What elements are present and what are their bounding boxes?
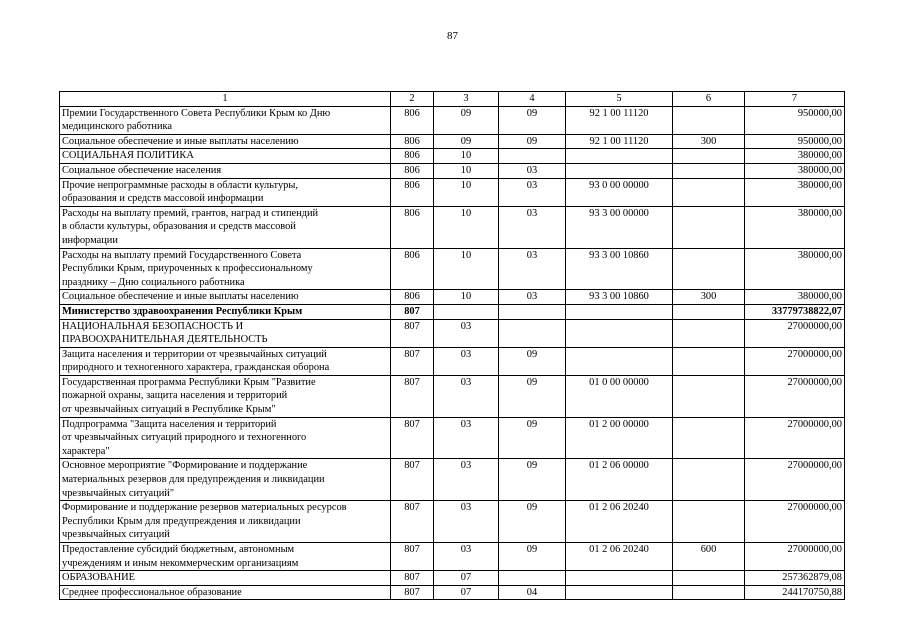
target-article-cell: [566, 149, 673, 164]
amount-cell: 27000000,00: [745, 347, 845, 375]
item-name-cell: Формирование и поддержание резервов материальных ресурсов Республики Крым для предупреждения и ликвидации чрезвычайных ситуаций: [60, 501, 391, 543]
item-name-cell: Премии Государственного Совета Республики Крым ко Дню медицинского работника: [60, 106, 391, 134]
expense-type-cell: 600: [673, 543, 745, 571]
expense-type-cell: [673, 417, 745, 459]
table-row: [60, 304, 845, 319]
item-name-cell: Предоставление субсидий бюджетным, автономным учреждениям и иным некоммерческим организациям: [60, 543, 391, 571]
amount-cell: 27000000,00: [745, 417, 845, 459]
expense-type-cell: [673, 163, 745, 178]
admin-code-cell: 807: [391, 304, 434, 319]
subsection-code-cell: [499, 304, 566, 319]
expense-type-cell: [673, 347, 745, 375]
table-row: [60, 347, 845, 375]
expense-type-cell: [673, 585, 745, 600]
subsection-code-cell: 09: [499, 375, 566, 417]
subsection-code-cell: 09: [499, 543, 566, 571]
section-code-cell: 03: [434, 459, 499, 501]
subsection-code-cell: 09: [499, 417, 566, 459]
target-article-cell: 92 1 00 11120: [566, 106, 673, 134]
subsection-code-cell: 09: [499, 501, 566, 543]
target-article-cell: [566, 585, 673, 600]
item-name-cell: Социальное обеспечение и иные выплаты населению: [60, 290, 391, 305]
target-article-cell: [566, 319, 673, 347]
admin-code-cell: 806: [391, 248, 434, 290]
subsection-code-cell: 03: [499, 163, 566, 178]
admin-code-cell: 807: [391, 319, 434, 347]
item-name-cell: Основное мероприятие "Формирование и поддержание материальных резервов для предупреждения и ликвидации чрезвычайных ситуаций": [60, 459, 391, 501]
subsection-code-cell: 03: [499, 248, 566, 290]
expense-type-cell: [673, 206, 745, 248]
section-code-cell: 10: [434, 163, 499, 178]
amount-cell: 33779738822,07: [745, 304, 845, 319]
table-row: [60, 178, 845, 206]
table-row: [60, 290, 845, 305]
expense-type-cell: [673, 501, 745, 543]
admin-code-cell: 806: [391, 149, 434, 164]
section-code-cell: [434, 304, 499, 319]
admin-code-cell: 806: [391, 106, 434, 134]
admin-code-cell: 807: [391, 543, 434, 571]
amount-cell: 27000000,00: [745, 459, 845, 501]
admin-code-cell: 807: [391, 459, 434, 501]
section-code-cell: 07: [434, 585, 499, 600]
table-row: [60, 319, 845, 347]
target-article-cell: 93 3 00 10860: [566, 248, 673, 290]
expense-type-cell: [673, 106, 745, 134]
section-code-cell: 03: [434, 347, 499, 375]
subsection-code-cell: 09: [499, 106, 566, 134]
section-code-cell: 10: [434, 248, 499, 290]
expense-type-cell: [673, 178, 745, 206]
item-name-cell: Социальное обеспечение населения: [60, 163, 391, 178]
table-row: [60, 134, 845, 149]
target-article-cell: 93 3 00 00000: [566, 206, 673, 248]
target-article-cell: 92 1 00 11120: [566, 134, 673, 149]
item-name-cell: Прочие непрограммные расходы в области культуры, образования и средств массовой информации: [60, 178, 391, 206]
section-code-cell: 03: [434, 417, 499, 459]
subsection-code-cell: [499, 149, 566, 164]
item-name-cell: Социальное обеспечение и иные выплаты населению: [60, 134, 391, 149]
target-article-cell: 01 2 06 20240: [566, 543, 673, 571]
expense-type-cell: [673, 248, 745, 290]
page-number: 87: [447, 30, 458, 42]
admin-code-cell: 807: [391, 571, 434, 586]
header-cell-4: 4: [499, 92, 566, 107]
header-cell-2: 2: [391, 92, 434, 107]
admin-code-cell: 807: [391, 501, 434, 543]
header-cell-7: 7: [745, 92, 845, 107]
table-row: [60, 106, 845, 134]
amount-cell: 244170750,88: [745, 585, 845, 600]
target-article-cell: 01 0 00 00000: [566, 375, 673, 417]
target-article-cell: [566, 347, 673, 375]
section-code-cell: 03: [434, 501, 499, 543]
item-name-cell: Среднее профессиональное образование: [60, 585, 391, 600]
expense-type-cell: [673, 459, 745, 501]
subsection-code-cell: [499, 571, 566, 586]
amount-cell: 27000000,00: [745, 543, 845, 571]
section-code-cell: 10: [434, 178, 499, 206]
table-row: [60, 149, 845, 164]
amount-cell: 380000,00: [745, 290, 845, 305]
table-row: [60, 543, 845, 571]
amount-cell: 27000000,00: [745, 319, 845, 347]
amount-cell: 950000,00: [745, 106, 845, 134]
table-row: [60, 206, 845, 248]
admin-code-cell: 807: [391, 585, 434, 600]
subsection-code-cell: 09: [499, 134, 566, 149]
table-row: [60, 163, 845, 178]
section-code-cell: 03: [434, 319, 499, 347]
amount-cell: 950000,00: [745, 134, 845, 149]
amount-cell: 27000000,00: [745, 501, 845, 543]
item-name-cell: Подпрограмма "Защита населения и территорий от чрезвычайных ситуаций природного и техногенного характера": [60, 417, 391, 459]
section-code-cell: 09: [434, 106, 499, 134]
header-cell-6: 6: [673, 92, 745, 107]
subsection-code-cell: 03: [499, 178, 566, 206]
admin-code-cell: 806: [391, 134, 434, 149]
expense-type-cell: 300: [673, 134, 745, 149]
header-cell-3: 3: [434, 92, 499, 107]
amount-cell: 27000000,00: [745, 375, 845, 417]
amount-cell: 380000,00: [745, 163, 845, 178]
header-cell-5: 5: [566, 92, 673, 107]
item-name-cell: Министерство здравоохранения Республики Крым: [60, 304, 391, 319]
subsection-code-cell: [499, 319, 566, 347]
section-code-cell: 03: [434, 543, 499, 571]
section-code-cell: 09: [434, 134, 499, 149]
expense-type-cell: [673, 571, 745, 586]
amount-cell: 380000,00: [745, 178, 845, 206]
admin-code-cell: 806: [391, 290, 434, 305]
expense-type-cell: [673, 319, 745, 347]
subsection-code-cell: 03: [499, 206, 566, 248]
table-row: [60, 417, 845, 459]
expense-type-cell: [673, 375, 745, 417]
item-name-cell: Расходы на выплату премий, грантов, наград и стипендий в области культуры, образования и средств массовой информации: [60, 206, 391, 248]
table-row: [60, 571, 845, 586]
admin-code-cell: 806: [391, 206, 434, 248]
item-name-cell: Государственная программа Республики Крым "Развитие пожарной охраны, защита населения и территорий от чрезвычайных ситуаций в Республике Крым": [60, 375, 391, 417]
section-code-cell: 10: [434, 290, 499, 305]
subsection-code-cell: 09: [499, 347, 566, 375]
target-article-cell: [566, 304, 673, 319]
section-code-cell: 07: [434, 571, 499, 586]
expense-type-cell: [673, 149, 745, 164]
target-article-cell: 01 2 06 20240: [566, 501, 673, 543]
target-article-cell: 01 2 00 00000: [566, 417, 673, 459]
header-row: [60, 92, 845, 107]
table-row: [60, 248, 845, 290]
admin-code-cell: 806: [391, 178, 434, 206]
section-code-cell: 03: [434, 375, 499, 417]
amount-cell: 380000,00: [745, 149, 845, 164]
target-article-cell: [566, 571, 673, 586]
subsection-code-cell: 04: [499, 585, 566, 600]
section-code-cell: 10: [434, 206, 499, 248]
item-name-cell: НАЦИОНАЛЬНАЯ БЕЗОПАСНОСТЬ И ПРАВООХРАНИТЕЛЬНАЯ ДЕЯТЕЛЬНОСТЬ: [60, 319, 391, 347]
item-name-cell: Защита населения и территории от чрезвычайных ситуаций природного и техногенного характера, гражданская оборона: [60, 347, 391, 375]
subsection-code-cell: 03: [499, 290, 566, 305]
admin-code-cell: 806: [391, 163, 434, 178]
budget-table: [59, 91, 845, 600]
item-name-cell: СОЦИАЛЬНАЯ ПОЛИТИКА: [60, 149, 391, 164]
table-row: [60, 459, 845, 501]
table-row: [60, 585, 845, 600]
subsection-code-cell: 09: [499, 459, 566, 501]
item-name-cell: ОБРАЗОВАНИЕ: [60, 571, 391, 586]
expense-type-cell: 300: [673, 290, 745, 305]
table-row: [60, 375, 845, 417]
admin-code-cell: 807: [391, 375, 434, 417]
table-row: [60, 501, 845, 543]
header-cell-1: 1: [60, 92, 391, 107]
target-article-cell: 93 3 00 10860: [566, 290, 673, 305]
target-article-cell: 93 0 00 00000: [566, 178, 673, 206]
target-article-cell: [566, 163, 673, 178]
expense-type-cell: [673, 304, 745, 319]
section-code-cell: 10: [434, 149, 499, 164]
amount-cell: 380000,00: [745, 206, 845, 248]
admin-code-cell: 807: [391, 417, 434, 459]
amount-cell: 380000,00: [745, 248, 845, 290]
amount-cell: 257362879,08: [745, 571, 845, 586]
item-name-cell: Расходы на выплату премий Государственного Совета Республики Крым, приуроченных к профессиональному празднику – Дню социального работника: [60, 248, 391, 290]
target-article-cell: 01 2 06 00000: [566, 459, 673, 501]
admin-code-cell: 807: [391, 347, 434, 375]
